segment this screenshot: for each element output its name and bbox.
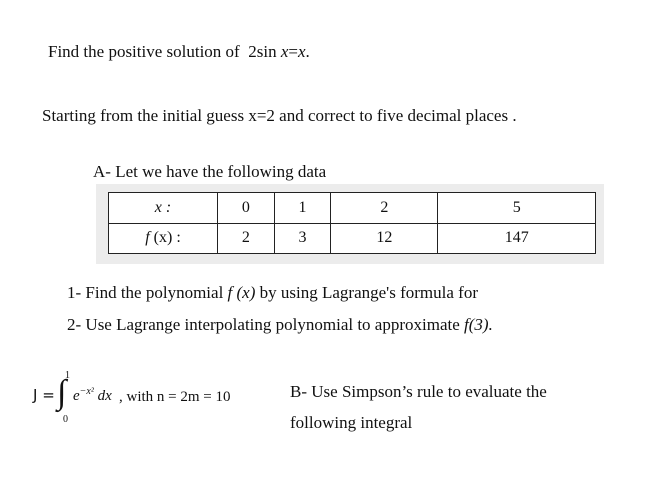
part-b-line1: B- Use Simpson’s rule to evaluate the bbox=[290, 382, 547, 401]
table-row-x bbox=[109, 193, 596, 224]
list-item-2 bbox=[67, 315, 493, 335]
eq-var: x bbox=[280, 42, 289, 61]
part-b-line2: following integral bbox=[290, 413, 413, 432]
integral-lower-limit: 0 bbox=[63, 414, 68, 425]
f-label bbox=[109, 223, 218, 254]
eq-end: . bbox=[305, 42, 310, 61]
f-label-colon: : bbox=[172, 229, 181, 247]
integral-upper-limit: 1 bbox=[65, 370, 70, 381]
integrand-exponent: −x² bbox=[79, 386, 94, 397]
item1-func: f (x) bbox=[227, 283, 256, 302]
question-prefix: Find the positive solution of bbox=[48, 42, 240, 61]
item2-func: f(3). bbox=[464, 315, 493, 334]
f-value: 12 bbox=[331, 223, 438, 254]
equation bbox=[248, 42, 310, 61]
integral-lhs: J = bbox=[33, 386, 55, 404]
eq-sign: = bbox=[288, 42, 298, 61]
initial-guess-text: Starting from the initial guess x=2 and correct to five decimal places . bbox=[42, 106, 517, 125]
item1-suffix: by using Lagrange's formula for bbox=[259, 283, 478, 302]
x-value: 1 bbox=[274, 193, 331, 224]
f-value: 147 bbox=[438, 223, 596, 254]
x-value: 5 bbox=[438, 193, 596, 224]
f-label-arg: (x) bbox=[153, 229, 173, 247]
eq-rhs: x bbox=[297, 42, 306, 61]
integrand bbox=[73, 386, 112, 405]
f-label-func: f bbox=[145, 229, 150, 247]
x-value: 0 bbox=[218, 193, 275, 224]
f-value: 3 bbox=[274, 223, 331, 254]
item2-prefix: 2- Use Lagrange interpolating polynomial to approximate bbox=[67, 315, 460, 334]
table-row-f bbox=[109, 223, 596, 254]
x-label: x : bbox=[109, 193, 218, 224]
list-item-1 bbox=[67, 283, 478, 303]
item1-prefix: 1- Find the polynomial bbox=[67, 283, 224, 302]
question-line bbox=[48, 42, 310, 62]
x-value: 2 bbox=[331, 193, 438, 224]
integral-sign-icon: ∫ bbox=[57, 374, 67, 411]
eq-func: sin bbox=[256, 42, 277, 61]
f-value: 2 bbox=[218, 223, 275, 254]
data-table bbox=[108, 192, 596, 254]
integrand-base: e bbox=[73, 388, 80, 404]
eq-coef: 2 bbox=[248, 42, 257, 61]
part-a-title: A- Let we have the following data bbox=[93, 162, 327, 181]
integral-with-text: , with n = 2m = 10 bbox=[119, 389, 231, 405]
integrand-dx: dx bbox=[93, 388, 112, 404]
